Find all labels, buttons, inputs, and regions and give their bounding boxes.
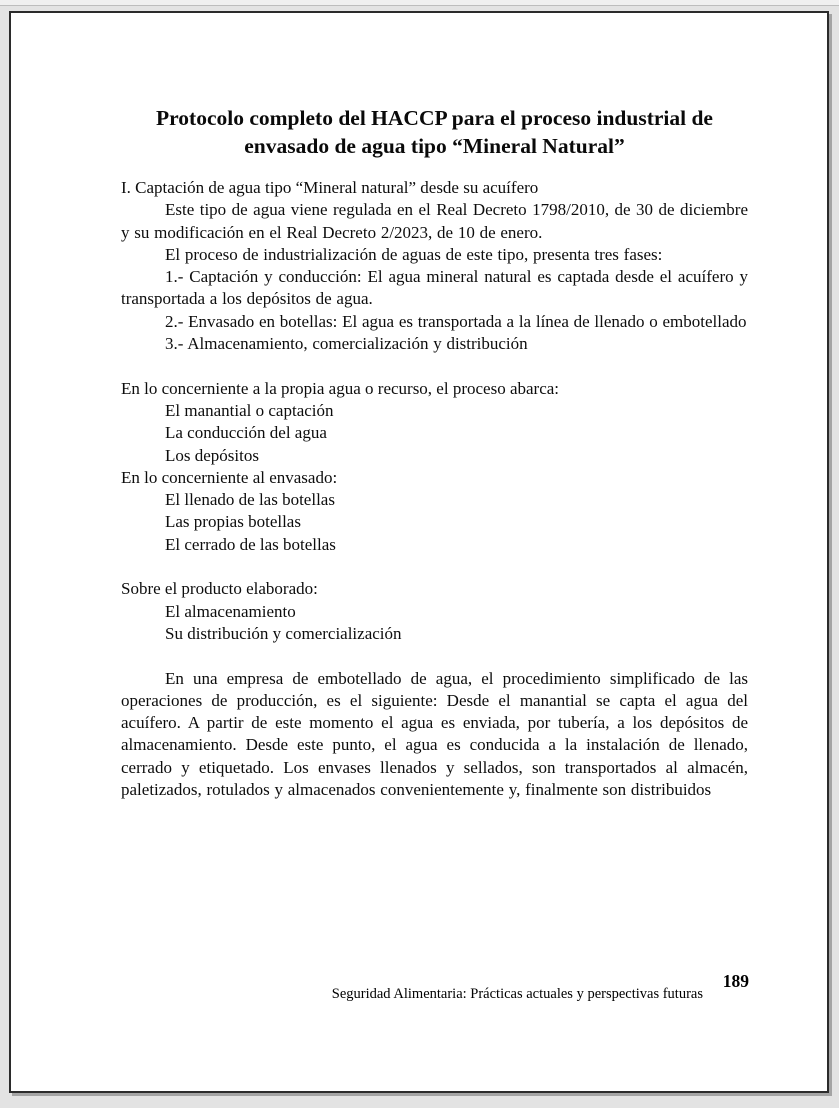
paragraph: 1.- Captación y conducción: El agua mineral natural es captada desde el acuífero y transportada a los depósitos de agua. [121,267,748,309]
paragraph: En una empresa de embotellado de agua, el procedimiento simplificado de las operaciones de producción, es el siguiente: Desde el manantial se capta el agua del acuífero. A partir de este momento el agua es enviada, por tubería, a los depósitos de almacenamiento. Desde este punto, el agua es conducida a la instalación de llenado, cerrado y etiquetado. Los envases llenados y sellados, son transportados al almacén, paletizados, rotulados y almacenados convenientemente y, finalmente son distribuidos [121,668,748,800]
text-line: La conducción del agua [165,423,327,443]
paragraph: 3.- Almacenamiento, comercialización y distribución [165,334,528,354]
text-line: I. Captación de agua tipo “Mineral natural” desde su acuífero [121,178,539,197]
spacer [121,645,748,667]
document-title-line-1: Protocolo completo del HACCP para el proceso industrial de [156,106,713,130]
spacer [121,355,748,377]
text-line: El cerrado de las botellas [165,534,336,554]
document-title-line-2: envasado de agua tipo “Mineral Natural” [244,134,625,158]
document-body [121,177,748,801]
page-number: 189 [722,971,749,991]
text-line: En lo concerniente a la propia agua o recurso, el proceso abarca: [121,378,560,398]
paragraph: El proceso de industrialización de aguas de este tipo, presenta tres fases: [165,244,663,264]
text-line: Su distribución y comercialización [165,623,402,643]
text-line: El manantial o captación [165,400,334,420]
text-line: Las propias botellas [165,512,301,532]
text-line: En lo concerniente al envasado: [121,467,338,487]
viewer-top-divider [0,0,839,6]
text-line: Sobre el producto elaborado: [121,579,318,599]
footer-book-title: Seguridad Alimentaria: Prácticas actuales y perspectivas futuras [331,986,703,1002]
paragraph: Este tipo de agua viene regulada en el Real Decreto 1798/2010, de 30 de diciembre y su modificación en el Real Decreto 2/2023, de 10 de enero. [121,200,748,242]
document-title [121,104,748,160]
text-line: Los depósitos [165,445,259,465]
text-line: El llenado de las botellas [165,490,335,510]
text-line: El almacenamiento [165,601,296,621]
spacer [121,556,748,578]
document-page [9,11,829,1093]
paragraph: 2.- Envasado en botellas: El agua es transportada a la línea de llenado o embotellado [165,311,747,331]
